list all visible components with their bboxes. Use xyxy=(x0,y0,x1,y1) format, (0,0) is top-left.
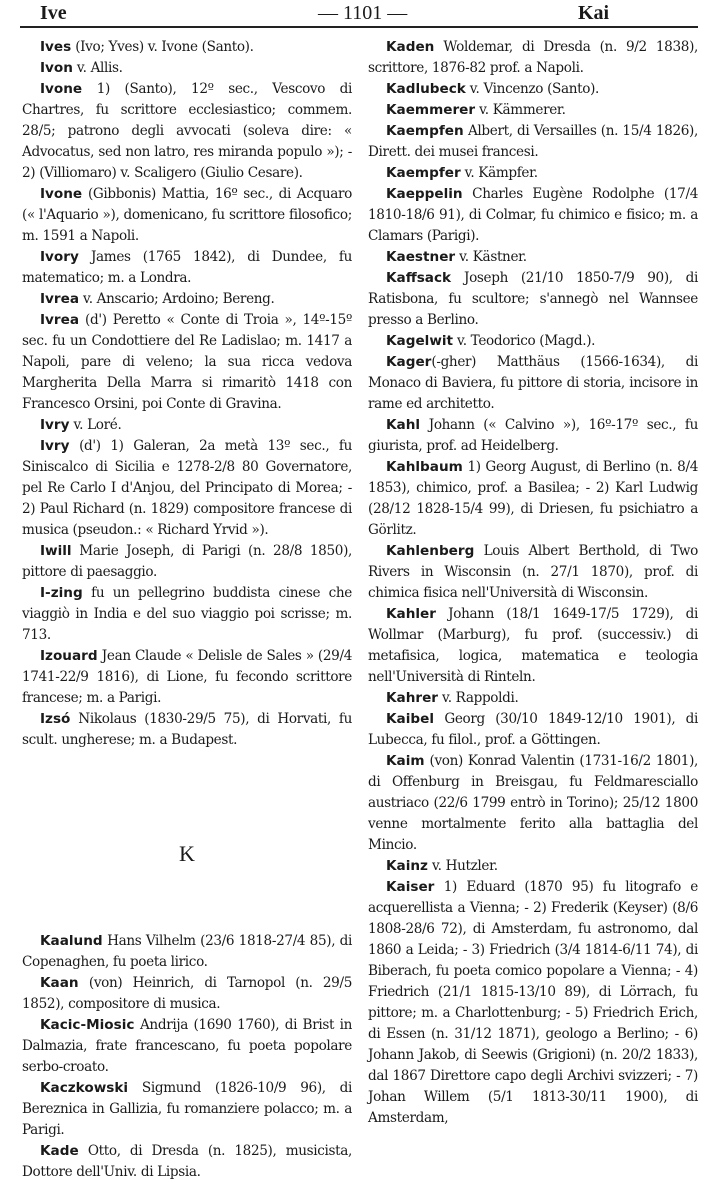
dictionary-entry xyxy=(368,163,698,184)
dictionary-entry xyxy=(368,688,698,709)
entry-text: v. Kästner. xyxy=(455,249,527,265)
entry-text: (-gher) Matthäus (1566-1634), di Monaco di Baviera, fu pittore di storia, incisore in rame ed architetto. xyxy=(368,354,698,412)
entry-text: Johann (18/1 1649-17/5 1729), di Wollmar (Marburg), fu prof. (successiv.) di metafisica, logica, matematica e teologia nell'Università di Rinteln. xyxy=(368,606,698,685)
entry-headword: Ivry xyxy=(40,417,70,433)
entry-text: Woldemar, di Dresda (n. 9/2 1838), scrittore, 1876-82 prof. a Napoli. xyxy=(368,39,698,76)
entry-text: v. Kämmerer. xyxy=(475,102,566,118)
dictionary-entry xyxy=(368,352,698,415)
dictionary-entry xyxy=(368,121,698,163)
dictionary-entry xyxy=(22,289,352,310)
dictionary-entry xyxy=(22,646,352,709)
entry-text: (d') Peretto « Conte di Troia », 14º-15º sec. fu un Condottiere del Re Ladislao; m. 1417 a Napoli, pare di veleno; la sua ricca vedova Margherita Della Marra si rimaritò 1418 con Francesco Orsini, poi Conte di Gravina. xyxy=(22,312,352,412)
entry-text: Marie Joseph, di Parigi (n. 28/8 1850), pittore di paesaggio. xyxy=(22,543,352,580)
dictionary-entry xyxy=(368,331,698,352)
entry-headword: Kaden xyxy=(386,39,435,55)
entry-headword: Kacic-Miosic xyxy=(40,1017,135,1033)
entry-text: Joseph (21/10 1850-7/9 90), di Ratisbona, fu scultore; s'annegò nel Wannsee presso a Berlino. xyxy=(368,270,698,328)
entry-text: (Ivo; Yves) v. Ivone (Santo). xyxy=(71,39,254,55)
entry-headword: Kaeppelin xyxy=(386,186,463,202)
entry-headword: Kaim xyxy=(386,753,425,769)
entry-text: (von) Heinrich, di Tarnopol (n. 29/5 1852), compositore di musica. xyxy=(22,975,352,1012)
entry-headword: I-zing xyxy=(40,585,83,601)
entry-text: (Gibbonis) Mattia, 16º sec., di Acquaro (« l'Aquario »), domenicano, fu scrittore filosofico; m. 1591 a Napoli. xyxy=(22,186,352,244)
dictionary-entry xyxy=(368,37,698,79)
entry-headword: Ivory xyxy=(40,249,79,265)
dictionary-entry xyxy=(368,709,698,751)
dictionary-entry xyxy=(22,1141,352,1183)
dictionary-entry xyxy=(22,541,352,583)
entry-headword: Kahlenberg xyxy=(386,543,475,559)
entry-headword: Kaibel xyxy=(386,711,434,727)
entry-text: Nikolaus (1830-29/5 75), di Horvati, fu scult. ungherese; m. a Budapest. xyxy=(22,711,352,748)
entry-headword: Iwill xyxy=(40,543,72,559)
dictionary-entry xyxy=(22,583,352,646)
entry-headword: Ivrea xyxy=(40,291,80,307)
dictionary-entry xyxy=(22,184,352,247)
entry-text: v. Vincenzo (Santo). xyxy=(465,81,600,97)
entry-text: v. Hutzler. xyxy=(427,858,498,874)
entry-text: 1) Georg August, di Berlino (n. 8/4 1853), chimico, prof. a Basilea; - 2) Karl Ludwig (28/12 1828-15/4 99), di Driesen, fu psichiatro a Görlitz. xyxy=(368,459,698,538)
entry-headword: Kaffsack xyxy=(386,270,452,286)
section-letter: K xyxy=(179,841,195,866)
entry-headword: Kaemmerer xyxy=(386,102,476,118)
header-right-keyword: Kai xyxy=(578,2,610,24)
entry-text: fu un pellegrino buddista cinese che viaggiò in India e del suo viaggio poi scrisse; m. 713. xyxy=(22,585,352,643)
entry-headword: Kaempfer xyxy=(386,165,461,181)
dictionary-entry xyxy=(22,310,352,415)
entry-text: Albert, di Versailles (n. 15/4 1826), Dirett. dei musei francesi. xyxy=(368,123,698,160)
entry-headword: Kahl xyxy=(386,417,421,433)
entry-text: (von) Konrad Valentin (1731-16/2 1801), di Offenburg in Breisgau, fu Feldmaresciallo austriaco (22/6 1799 entrò in Torino); 25/12 1800 venne mortalmente ferito alla battaglia del Mincio. xyxy=(368,753,698,853)
entry-headword: Kaan xyxy=(40,975,79,991)
entry-headword: Kaczkowski xyxy=(40,1080,129,1096)
left-entries-bottom xyxy=(22,931,352,1183)
page-number: — 1101 — xyxy=(318,2,408,24)
dictionary-entry xyxy=(22,247,352,289)
entry-headword: Ivone xyxy=(40,81,83,97)
dictionary-entry xyxy=(368,604,698,688)
dictionary-entry xyxy=(368,541,698,604)
header-rule xyxy=(20,26,698,28)
entry-text: Charles Eugène Rodolphe (17/4 1810-18/6 91), di Colmar, fu chimico e fisico; m. a Clamars (Parigi). xyxy=(368,186,698,244)
entry-headword: Izouard xyxy=(40,648,98,664)
entry-headword: Ives xyxy=(40,39,72,55)
entry-headword: Kadlubeck xyxy=(386,81,466,97)
dictionary-entry xyxy=(368,268,698,331)
entry-headword: Kahrer xyxy=(386,690,439,706)
dictionary-entry xyxy=(22,415,352,436)
header-left-keyword: Ive xyxy=(40,2,67,24)
section-gap-bottom xyxy=(22,869,352,931)
entry-headword: Kager xyxy=(386,354,432,370)
right-entries xyxy=(368,37,698,1129)
dictionary-entry xyxy=(368,877,698,1129)
entry-headword: Kagelwit xyxy=(386,333,454,349)
entry-headword: Ivon xyxy=(40,60,73,76)
entry-headword: Kainz xyxy=(386,858,428,874)
entry-text: v. Rappoldi. xyxy=(438,690,519,706)
dictionary-entry xyxy=(368,415,698,457)
entry-text: Georg (30/10 1849-12/10 1901), di Lubecca, fu filol., prof. a Göttingen. xyxy=(368,711,698,748)
entry-text: James (1765 1842), di Dundee, fu matematico; m. a Londra. xyxy=(22,249,352,286)
entry-headword: Kahlbaum xyxy=(386,459,463,475)
dictionary-entry xyxy=(22,973,352,1015)
entry-text: Johann (« Calvino »), 16º-17º sec., fu giurista, prof. ad Heidelberg. xyxy=(368,417,698,454)
entry-text: 1) Eduard (1870 95) fu litografo e acquerellista a Vienna; - 2) Frederik (Keyser) (8/6 1808-28/6 72), di Amsterdam, fu astronomo, dal 1860 a Leida; - 3) Friedrich (3/4 1814-6/11 74), di Biberach, fu poeta comico popolare a Vienna; - 4) Friedrich (21/1 1815-13/10 89), di Lörrach, fu pittore; m. a Charlottenburg; - 5) Friedrich Erich, di Essen (n. 31/12 1871), geologo a Berlino; - 6) Johann Jakob, di Seewis (Grigioni) (n. 20/2 1833), dal 1867 Direttore capo degli Archivi svizzeri; - 7) Johan Willem (5/1 1813-30/11 1900), di Amsterdam, xyxy=(368,879,698,1126)
left-entries-top xyxy=(22,37,352,751)
entry-headword: Kaestner xyxy=(386,249,456,265)
entry-text: v. Teodorico (Magd.). xyxy=(453,333,596,349)
right-column xyxy=(368,37,698,1126)
entry-headword: Izsó xyxy=(40,711,71,727)
entry-text: v. Allis. xyxy=(72,60,123,76)
entry-headword: Ivry xyxy=(40,438,70,454)
dictionary-entry xyxy=(368,184,698,247)
section-gap-top xyxy=(22,751,352,839)
entry-headword: Kaiser xyxy=(386,879,435,895)
dictionary-entry xyxy=(22,79,352,184)
dictionary-entry xyxy=(368,457,698,541)
entry-headword: Ivrea xyxy=(40,312,80,328)
entry-headword: Kahler xyxy=(386,606,436,622)
entry-text: Sigmund (1826-10/9 96), di Bereznica in Gallizia, fu romanziere polacco; m. a Parigi. xyxy=(22,1080,352,1138)
dictionary-entry xyxy=(368,100,698,121)
entry-text: Andrija (1690 1760), di Brist in Dalmazia, frate francescano, fu poeta popolare serbo-croato. xyxy=(22,1017,352,1075)
entry-text: Otto, di Dresda (n. 1825), musicista, Dottore dell'Univ. di Lipsia. xyxy=(22,1143,352,1180)
entry-text: Jean Claude « Delisle de Sales » (29/4 1741-22/9 1816), di Lione, fu fecondo scrittore francese; m. a Parigi. xyxy=(22,648,352,706)
entry-text: 1) (Santo), 12º sec., Vescovo di Chartres, fu scrittore ecclesiastico; commem. 28/5; patrono degli avvocati (soleva dire: « Advocatus, sed non latro, res miranda populo »); - 2) (Villiomaro) v. Scaligero (Giulio Cesare). xyxy=(22,81,352,181)
entry-text: Hans Vilhelm (23/6 1818-27/4 85), di Copenaghen, fu poeta lirico. xyxy=(22,933,352,970)
dictionary-entry xyxy=(368,751,698,856)
entry-headword: Ivone xyxy=(40,186,83,202)
entry-text: (d') 1) Galeran, 2a metà 13º sec., fu Siniscalco di Sicilia e 1278-2/8 80 Governatore, pel Re Carlo I d'Anjou, del Principato di Morea; - 2) Paul Richard (n. 1829) compositore francese di musica (pseudon.: « Richard Yrvid »). xyxy=(22,438,352,538)
dictionary-entry xyxy=(22,37,352,58)
dictionary-entry xyxy=(22,931,352,973)
dictionary-entry xyxy=(22,709,352,751)
dictionary-entry xyxy=(368,247,698,268)
entry-headword: Kade xyxy=(40,1143,79,1159)
dictionary-entry xyxy=(22,58,352,79)
dictionary-entry xyxy=(22,1015,352,1078)
left-column xyxy=(22,37,352,1180)
page-header xyxy=(0,0,718,26)
entry-headword: Kaalund xyxy=(40,933,103,949)
dictionary-entry xyxy=(368,79,698,100)
dictionary-entry xyxy=(22,1078,352,1141)
entry-headword: Kaempfen xyxy=(386,123,464,139)
entry-text: v. Loré. xyxy=(69,417,122,433)
dictionary-entry xyxy=(22,436,352,541)
entry-text: Louis Albert Berthold, di Two Rivers in Wisconsin (n. 27/1 1870), prof. di chimica fisica nell'Università di Wisconsin. xyxy=(368,543,698,601)
entry-text: v. Kämpfer. xyxy=(460,165,538,181)
entry-text: v. Anscario; Ardoino; Bereng. xyxy=(79,291,275,307)
dictionary-entry xyxy=(368,856,698,877)
